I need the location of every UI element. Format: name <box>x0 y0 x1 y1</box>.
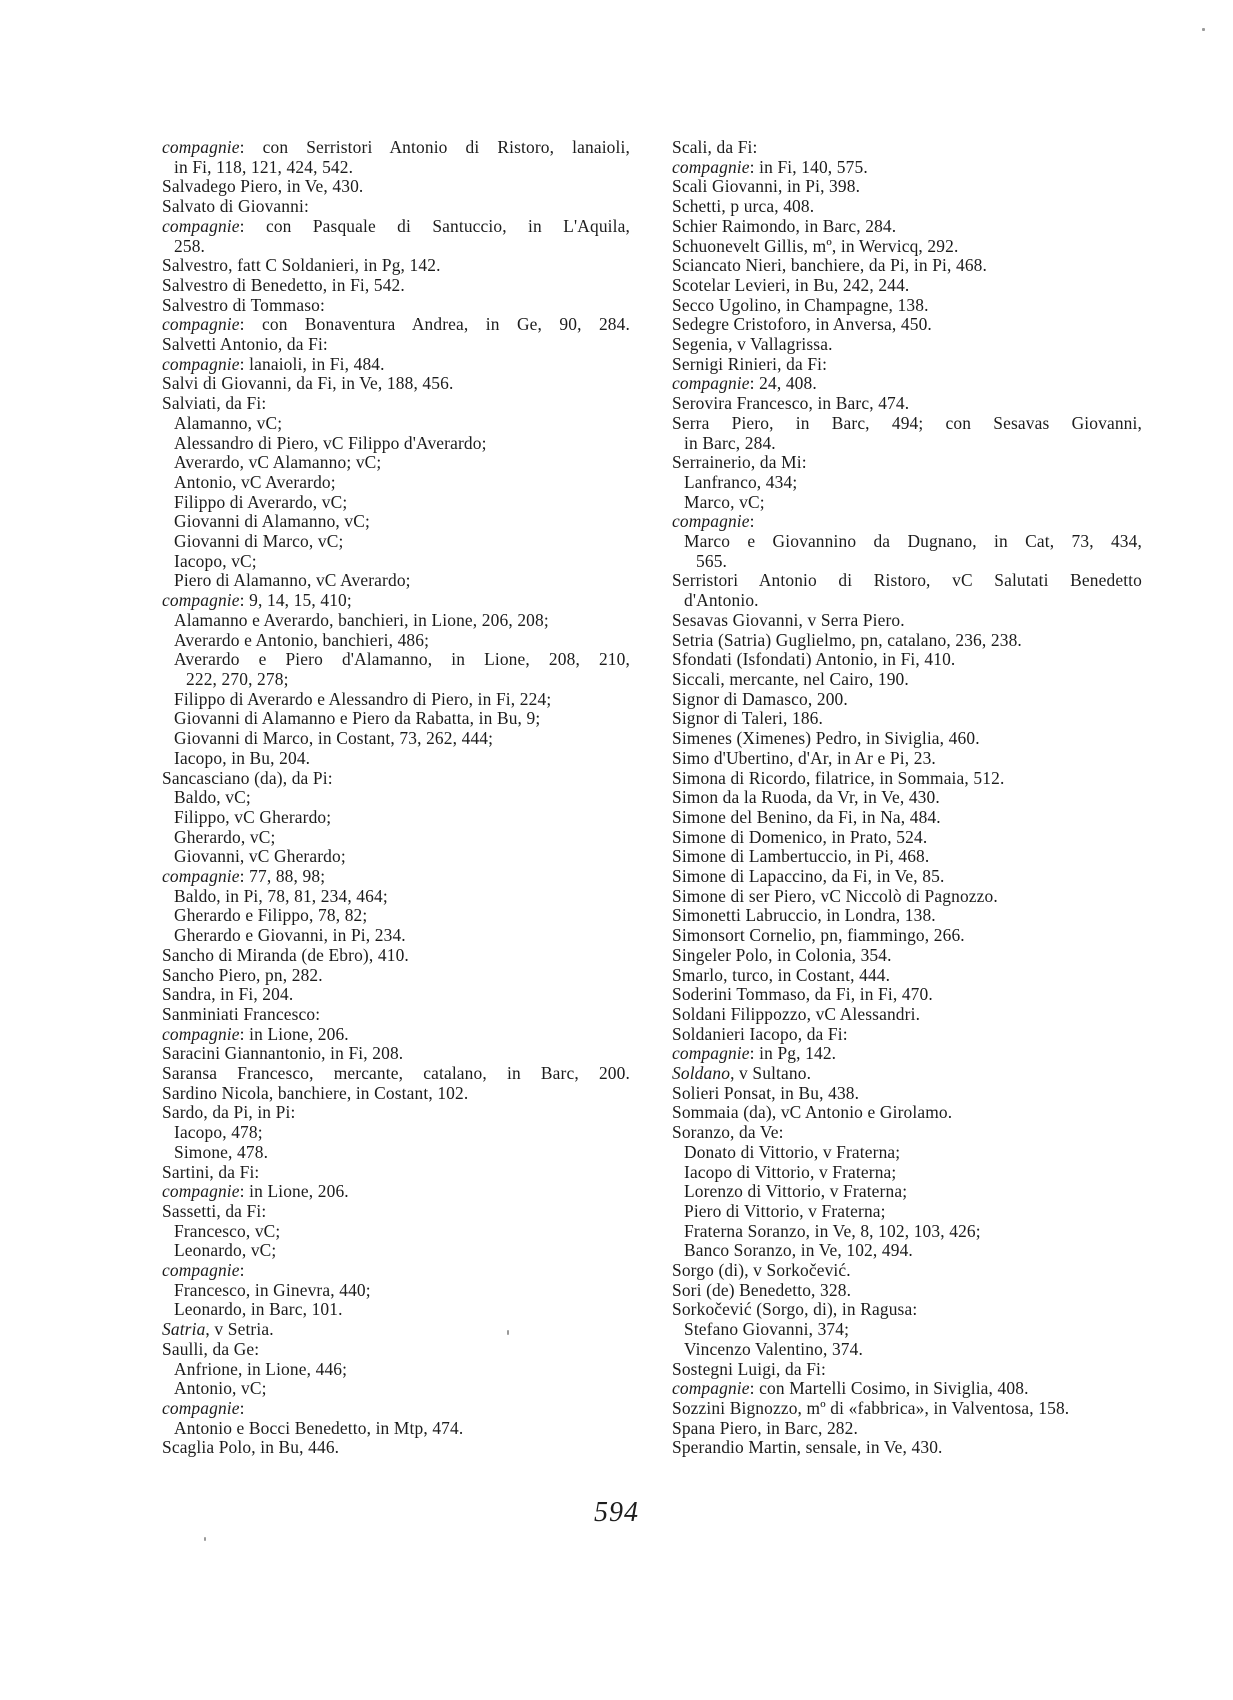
entry-text: Sancho di Miranda (de Ebro), 410. <box>162 944 409 965</box>
index-entry <box>672 217 1142 237</box>
index-entry <box>162 966 630 986</box>
index-entry <box>672 1399 1142 1419</box>
index-entry <box>672 1222 1142 1242</box>
entry-text: Gherardo e Filippo, 78, 82; <box>174 905 368 926</box>
index-entry <box>672 690 1142 710</box>
index-entry <box>162 1281 630 1301</box>
index-entry <box>672 828 1142 848</box>
entry-text: Salvestro di Tommaso: <box>162 294 325 315</box>
entry-text: Serristori Antonio di Ristoro, vC Salutati Benedetto <box>672 570 1142 591</box>
entry-text: Sesavas Giovanni, v Serra Piero. <box>672 609 905 630</box>
entry-text: 565. <box>696 550 728 571</box>
index-entry <box>672 138 1142 158</box>
page-number: 594 <box>594 1497 639 1528</box>
index-entry <box>162 1064 630 1084</box>
index-entry <box>672 493 1142 513</box>
entry-text: Simo d'Ubertino, d'Ar, in Ar e Pi, 23. <box>672 747 936 768</box>
entry-text: Giovanni di Marco, vC; <box>174 531 344 552</box>
index-entry <box>162 414 630 434</box>
entry-text: : in Pg, 142. <box>749 1043 837 1064</box>
index-entry <box>672 1143 1142 1163</box>
index-entry <box>672 749 1142 769</box>
entry-text: Iacopo di Vittorio, v Fraterna; <box>684 1161 897 1182</box>
entry-text: Sfondati (Isfondati) Antonio, in Fi, 410. <box>672 649 956 670</box>
entry-text: Serra Piero, in Barc, 494; con Sesavas Giovanni, <box>672 412 1142 433</box>
index-entry <box>162 828 630 848</box>
entry-italic-term: compagnie <box>162 137 240 157</box>
entry-italic-term: compagnie <box>162 314 240 335</box>
index-entry <box>672 1438 1142 1458</box>
entry-italic-term: compagnie <box>162 866 240 887</box>
entry-italic-term: compagnie <box>672 156 750 177</box>
entry-text: Francesco, vC; <box>174 1220 281 1241</box>
entry-text: Averardo e Piero d'Alamanno, in Lione, 208, 210, <box>174 649 630 670</box>
entry-text: Sorgo (di), v Sorkočević. <box>672 1260 851 1281</box>
entry-text: Signor di Damasco, 200. <box>672 688 848 709</box>
entry-text: Serovira Francesco, in Barc, 474. <box>672 393 910 414</box>
entry-text: Filippo, vC Gherardo; <box>174 806 332 827</box>
entry-text: Leonardo, vC; <box>174 1240 277 1261</box>
index-entry <box>672 434 1142 454</box>
index-entry <box>162 335 630 355</box>
entry-text: Segenia, v Vallagrissa. <box>672 334 833 355</box>
entry-text: Sassetti, da Fi: <box>162 1200 267 1221</box>
entry-text: Baldo, in Pi, 78, 81, 234, 464; <box>174 885 388 906</box>
index-entry <box>162 1360 630 1380</box>
index-column-left <box>162 138 630 1458</box>
index-column-right <box>672 138 1142 1458</box>
entry-text: Schier Raimondo, in Barc, 284. <box>672 215 897 236</box>
index-entry <box>162 394 630 414</box>
index-entry <box>162 355 630 375</box>
entry-text: Sostegni Luigi, da Fi: <box>672 1358 827 1379</box>
entry-text: Iacopo, in Bu, 204. <box>174 747 311 768</box>
index-entry <box>672 946 1142 966</box>
entry-text: Sancho Piero, pn, 282. <box>162 964 323 985</box>
index-entry <box>672 512 1142 532</box>
index-entry <box>672 237 1142 257</box>
entry-text: Baldo, vC; <box>174 787 251 808</box>
entry-text: Averardo e Antonio, banchieri, 486; <box>174 629 430 650</box>
entry-text: Lanfranco, 434; <box>684 471 798 492</box>
entry-text: Singeler Polo, in Colonia, 354. <box>672 944 892 965</box>
index-entry <box>162 493 630 513</box>
entry-text: Simone del Benino, da Fi, in Na, 484. <box>672 806 941 827</box>
index-entry <box>672 374 1142 394</box>
entry-text: Smarlo, turco, in Costant, 444. <box>672 964 891 985</box>
entry-italic-term: compagnie <box>672 1043 750 1064</box>
index-entry <box>162 867 630 887</box>
entry-text: Stefano Giovanni, 374; <box>684 1319 850 1340</box>
index-entry <box>162 769 630 789</box>
index-entry <box>162 552 630 572</box>
entry-text: , v Sultano. <box>730 1063 812 1084</box>
entry-text: : 24, 408. <box>749 373 817 394</box>
index-entry <box>162 1103 630 1123</box>
entry-text: : con Serristori Antonio di Ristoro, lanaioli, <box>239 137 630 157</box>
index-entry <box>162 1340 630 1360</box>
entry-text: Salvestro, fatt C Soldanieri, in Pg, 142. <box>162 255 441 276</box>
index-entry <box>162 197 630 217</box>
index-entry <box>672 394 1142 414</box>
index-entry <box>672 1340 1142 1360</box>
entry-text: Signor di Taleri, 186. <box>672 708 824 729</box>
index-entry <box>672 276 1142 296</box>
entry-text: Donato di Vittorio, v Fraterna; <box>684 1141 901 1162</box>
index-entry <box>162 374 630 394</box>
entry-text: : 9, 14, 15, 410; <box>239 590 352 611</box>
entry-text: : 77, 88, 98; <box>239 866 326 887</box>
index-entry <box>672 552 1142 572</box>
entry-text: : lanaioli, in Fi, 484. <box>239 353 385 374</box>
index-entry <box>672 1281 1142 1301</box>
index-entry <box>672 808 1142 828</box>
index-entry <box>672 847 1142 867</box>
index-entry <box>162 1438 630 1458</box>
index-entry <box>672 414 1142 434</box>
index-entry <box>162 453 630 473</box>
entry-text: Antonio e Bocci Benedetto, in Mtp, 474. <box>174 1417 464 1438</box>
index-entry <box>672 335 1142 355</box>
entry-italic-term: Soldano <box>672 1063 731 1084</box>
index-entry <box>162 1222 630 1242</box>
entry-text: Vincenzo Valentino, 374. <box>684 1338 863 1359</box>
index-entry <box>672 985 1142 1005</box>
entry-text: Fraterna Soranzo, in Ve, 8, 102, 103, 426; <box>684 1220 981 1241</box>
index-entry <box>162 1399 630 1419</box>
index-entry <box>672 1182 1142 1202</box>
entry-text: Leonardo, in Barc, 101. <box>174 1299 343 1320</box>
index-entry <box>672 867 1142 887</box>
entry-text: Giovanni di Marco, in Costant, 73, 262, 444; <box>174 728 494 749</box>
entry-text: Saulli, da Ge: <box>162 1338 260 1359</box>
index-entry <box>162 611 630 631</box>
index-entry <box>162 1300 630 1320</box>
entry-text: Simonsort Cornelio, pn, fiammingo, 266. <box>672 925 965 946</box>
index-entry <box>672 729 1142 749</box>
entry-text: Alamanno e Averardo, banchieri, in Lione, 206, 208; <box>174 609 549 630</box>
entry-italic-term: compagnie <box>162 1260 240 1281</box>
index-entry <box>672 453 1142 473</box>
index-entry <box>162 177 630 197</box>
index-entry <box>162 709 630 729</box>
entry-text: : in Lione, 206. <box>239 1023 349 1044</box>
entry-text: Scali Giovanni, in Pi, 398. <box>672 176 861 197</box>
entry-text: Soderini Tommaso, da Fi, in Fi, 470. <box>672 984 933 1005</box>
entry-text: Alessandro di Piero, vC Filippo d'Averardo; <box>174 432 487 453</box>
entry-text: Soldanieri Iacopo, da Fi: <box>672 1023 848 1044</box>
index-entry <box>162 138 630 158</box>
index-entry <box>672 788 1142 808</box>
entry-text: Saransa Francesco, mercante, catalano, in Barc, 200. <box>162 1063 630 1084</box>
index-entry <box>162 1379 630 1399</box>
entry-text: Sommaia (da), vC Antonio e Girolamo. <box>672 1102 953 1123</box>
entry-text: Gherardo, vC; <box>174 826 276 847</box>
index-entry <box>672 906 1142 926</box>
index-entry <box>672 1163 1142 1183</box>
entry-text: Solieri Ponsat, in Bu, 438. <box>672 1082 860 1103</box>
index-entry <box>672 670 1142 690</box>
index-entry <box>672 591 1142 611</box>
index-entry <box>672 1084 1142 1104</box>
entry-text: Sperandio Martin, sensale, in Ve, 430. <box>672 1437 943 1458</box>
entry-text: Salvadego Piero, in Ve, 430. <box>162 176 364 197</box>
index-entry <box>672 355 1142 375</box>
entry-text: Filippo di Averardo e Alessandro di Piero, in Fi, 224; <box>174 688 552 709</box>
entry-text: Giovanni di Alamanno, vC; <box>174 511 370 532</box>
index-entry <box>672 197 1142 217</box>
index-entry <box>672 1360 1142 1380</box>
entry-text: Giovanni di Alamanno e Piero da Rabatta, in Bu, 9; <box>174 708 541 729</box>
entry-text: Salvetti Antonio, da Fi: <box>162 334 328 355</box>
index-entry <box>672 532 1142 552</box>
index-entry <box>672 1241 1142 1261</box>
index-entry <box>162 1084 630 1104</box>
entry-italic-term: Satria <box>162 1319 206 1340</box>
entry-text: Scali, da Fi: <box>672 137 758 157</box>
entry-text: : in Lione, 206. <box>239 1181 349 1202</box>
index-entry <box>672 1202 1142 1222</box>
scan-speck <box>1202 28 1205 31</box>
index-entry <box>162 1025 630 1045</box>
index-entry <box>162 847 630 867</box>
entry-text: Simone di Lambertuccio, in Pi, 468. <box>672 846 930 867</box>
entry-text: Salvestro di Benedetto, in Fi, 542. <box>162 274 405 295</box>
index-entry <box>672 1064 1142 1084</box>
index-entry <box>162 1261 630 1281</box>
index-entry <box>672 769 1142 789</box>
entry-text: Sozzini Bignozzo, mº di «fabbrica», in Valventosa, 158. <box>672 1398 1070 1418</box>
index-entry <box>162 256 630 276</box>
index-entry <box>162 749 630 769</box>
entry-text: Schuonevelt Gillis, mº, in Wervicq, 292. <box>672 235 959 256</box>
entry-italic-term: compagnie <box>162 1023 240 1044</box>
entry-text: Scaglia Polo, in Bu, 446. <box>162 1437 340 1458</box>
entry-text: Sanminiati Francesco: <box>162 1003 321 1024</box>
entry-text: Secco Ugolino, in Champagne, 138. <box>672 294 929 315</box>
index-entry <box>672 926 1142 946</box>
entry-text: Sardo, da Pi, in Pi: <box>162 1102 296 1123</box>
entry-text: : <box>239 1398 245 1418</box>
entry-text: in Fi, 118, 121, 424, 542. <box>174 156 354 177</box>
entry-text: Setria (Satria) Guglielmo, pn, catalano, 236, 238. <box>672 629 1022 650</box>
index-entry <box>162 650 630 670</box>
index-entry <box>672 315 1142 335</box>
index-entry <box>672 611 1142 631</box>
entry-text: Scotelar Levieri, in Bu, 242, 244. <box>672 274 910 295</box>
entry-text: Sorkočević (Sorgo, di), in Ragusa: <box>672 1299 918 1320</box>
entry-text: Simone di ser Piero, vC Niccolò di Pagnozzo. <box>672 885 998 906</box>
index-entry <box>162 729 630 749</box>
entry-text: Sartini, da Fi: <box>162 1161 260 1182</box>
index-entry <box>672 256 1142 276</box>
entry-text: Piero di Vittorio, v Fraterna; <box>684 1200 886 1221</box>
entry-text: : in Fi, 140, 575. <box>749 156 868 177</box>
entry-text: Iacopo, vC; <box>174 550 257 571</box>
entry-italic-term: compagnie <box>162 353 240 374</box>
index-entry <box>162 434 630 454</box>
entry-text: Sernigi Rinieri, da Fi: <box>672 353 828 374</box>
index-entry <box>162 906 630 926</box>
index-entry <box>672 966 1142 986</box>
entry-text: Salviati, da Fi: <box>162 393 267 414</box>
entry-text: : <box>239 1260 245 1281</box>
entry-text: Schetti, p urca, 408. <box>672 196 815 217</box>
index-entry <box>672 177 1142 197</box>
index-entry <box>162 571 630 591</box>
entry-text: Siccali, mercante, nel Cairo, 190. <box>672 668 909 689</box>
entry-text: Salvato di Giovanni: <box>162 196 309 217</box>
index-entry <box>672 1300 1142 1320</box>
index-entry <box>672 158 1142 178</box>
index-entry <box>672 887 1142 907</box>
index-entry <box>162 296 630 316</box>
index-entry <box>162 1005 630 1025</box>
index-entry <box>162 1044 630 1064</box>
index-entry <box>162 1202 630 1222</box>
index-entry <box>162 690 630 710</box>
index-entry <box>162 158 630 178</box>
scan-speck <box>204 1537 206 1541</box>
entry-text: Soranzo, da Ve: <box>672 1122 784 1143</box>
index-entry <box>162 512 630 532</box>
entry-text: Filippo di Averardo, vC; <box>174 491 348 512</box>
entry-text: : con Martelli Cosimo, in Siviglia, 408. <box>749 1378 1029 1399</box>
index-entry <box>672 473 1142 493</box>
scan-speck <box>507 1330 509 1335</box>
entry-text: : con Pasquale di Santuccio, in L'Aquila, <box>239 215 630 236</box>
entry-text: Iacopo, 478; <box>174 1122 263 1143</box>
entry-text: Serrainerio, da Mi: <box>672 452 807 473</box>
entry-text: Alamanno, vC; <box>174 412 283 433</box>
index-entry <box>672 1005 1142 1025</box>
entry-text: Giovanni, vC Gherardo; <box>174 846 346 867</box>
index-entry <box>162 473 630 493</box>
entry-text: Sori (de) Benedetto, 328. <box>672 1279 852 1300</box>
index-entry <box>672 296 1142 316</box>
index-entry <box>672 1379 1142 1399</box>
entry-text: Sardino Nicola, banchiere, in Costant, 102. <box>162 1082 469 1103</box>
index-entry <box>162 1320 630 1340</box>
entry-text: Sandra, in Fi, 204. <box>162 984 294 1005</box>
entry-text: 222, 270, 278; <box>186 668 289 689</box>
entry-text: Marco e Giovannino da Dugnano, in Cat, 73, 434, <box>684 531 1142 552</box>
entry-text: d'Antonio. <box>684 590 759 611</box>
entry-text: in Barc, 284. <box>684 432 776 453</box>
index-entry <box>162 237 630 257</box>
index-entry <box>672 709 1142 729</box>
index-entry <box>162 217 630 237</box>
entry-italic-term: compagnie <box>162 1398 240 1418</box>
index-entry <box>162 631 630 651</box>
index-entry <box>672 631 1142 651</box>
entry-text: Simone di Lapaccino, da Fi, in Ve, 85. <box>672 866 945 887</box>
index-entry <box>162 532 630 552</box>
entry-text: Simenes (Ximenes) Pedro, in Siviglia, 460. <box>672 728 980 749</box>
index-entry <box>162 1123 630 1143</box>
entry-text: Saracini Giannantonio, in Fi, 208. <box>162 1043 404 1064</box>
entry-text: Antonio, vC; <box>174 1378 267 1399</box>
entry-text: Salvi di Giovanni, da Fi, in Ve, 188, 456. <box>162 373 454 394</box>
entry-text: Simone, 478. <box>174 1141 269 1162</box>
entry-text: Sancasciano (da), da Pi: <box>162 767 333 788</box>
entry-italic-term: compagnie <box>672 1378 750 1399</box>
index-entry <box>162 670 630 690</box>
entry-text: Anfrione, in Lione, 446; <box>174 1358 348 1379</box>
entry-text: Spana Piero, in Barc, 282. <box>672 1417 858 1438</box>
entry-text: Piero di Alamanno, vC Averardo; <box>174 570 411 591</box>
entry-text: Simona di Ricordo, filatrice, in Sommaia, 512. <box>672 767 1005 788</box>
index-entry <box>672 1044 1142 1064</box>
entry-italic-term: compagnie <box>162 590 240 611</box>
entry-text: , v Setria. <box>205 1319 274 1340</box>
entry-italic-term: compagnie <box>672 373 750 394</box>
index-entry <box>672 1261 1142 1281</box>
index-entry <box>162 1241 630 1261</box>
index-entry <box>162 926 630 946</box>
entry-text: Sciancato Nieri, banchiere, da Pi, in Pi, 468. <box>672 255 988 276</box>
index-entry <box>162 276 630 296</box>
entry-text: Lorenzo di Vittorio, v Fraterna; <box>684 1181 908 1202</box>
entry-text: Banco Soranzo, in Ve, 102, 494. <box>684 1240 913 1261</box>
index-entry <box>162 887 630 907</box>
index-entry <box>672 650 1142 670</box>
entry-text: Simonetti Labruccio, in Londra, 138. <box>672 905 936 926</box>
entry-text: Simon da la Ruoda, da Vr, in Ve, 430. <box>672 787 940 808</box>
entry-text: Marco, vC; <box>684 491 765 512</box>
index-entry <box>162 985 630 1005</box>
entry-text: Antonio, vC Averardo; <box>174 471 336 492</box>
index-entry <box>162 788 630 808</box>
index-entry <box>672 1025 1142 1045</box>
index-entry <box>672 1419 1142 1439</box>
entry-text: Averardo, vC Alamanno; vC; <box>174 452 382 473</box>
index-entry <box>162 1143 630 1163</box>
index-entry <box>672 1123 1142 1143</box>
entry-text: Gherardo e Giovanni, in Pi, 234. <box>174 925 406 946</box>
entry-text: : con Bonaventura Andrea, in Ge, 90, 284. <box>239 314 630 335</box>
entry-italic-term: compagnie <box>162 215 240 236</box>
index-entry <box>672 571 1142 591</box>
entry-text: Soldani Filippozzo, vC Alessandri. <box>672 1003 921 1024</box>
entry-italic-term: compagnie <box>672 511 750 532</box>
index-entry <box>162 1182 630 1202</box>
index-entry <box>162 808 630 828</box>
entry-italic-term: compagnie <box>162 1181 240 1202</box>
entry-text: Simone di Domenico, in Prato, 524. <box>672 826 928 847</box>
index-entry <box>162 1419 630 1439</box>
index-entry <box>162 946 630 966</box>
entry-text: Sedegre Cristoforo, in Anversa, 450. <box>672 314 932 335</box>
index-entry <box>162 315 630 335</box>
index-entry <box>162 591 630 611</box>
index-entry <box>672 1320 1142 1340</box>
entry-text: 258. <box>174 235 206 256</box>
index-entry <box>672 1103 1142 1123</box>
entry-text: : <box>749 511 755 532</box>
entry-text: Francesco, in Ginevra, 440; <box>174 1279 371 1300</box>
index-entry <box>162 1163 630 1183</box>
